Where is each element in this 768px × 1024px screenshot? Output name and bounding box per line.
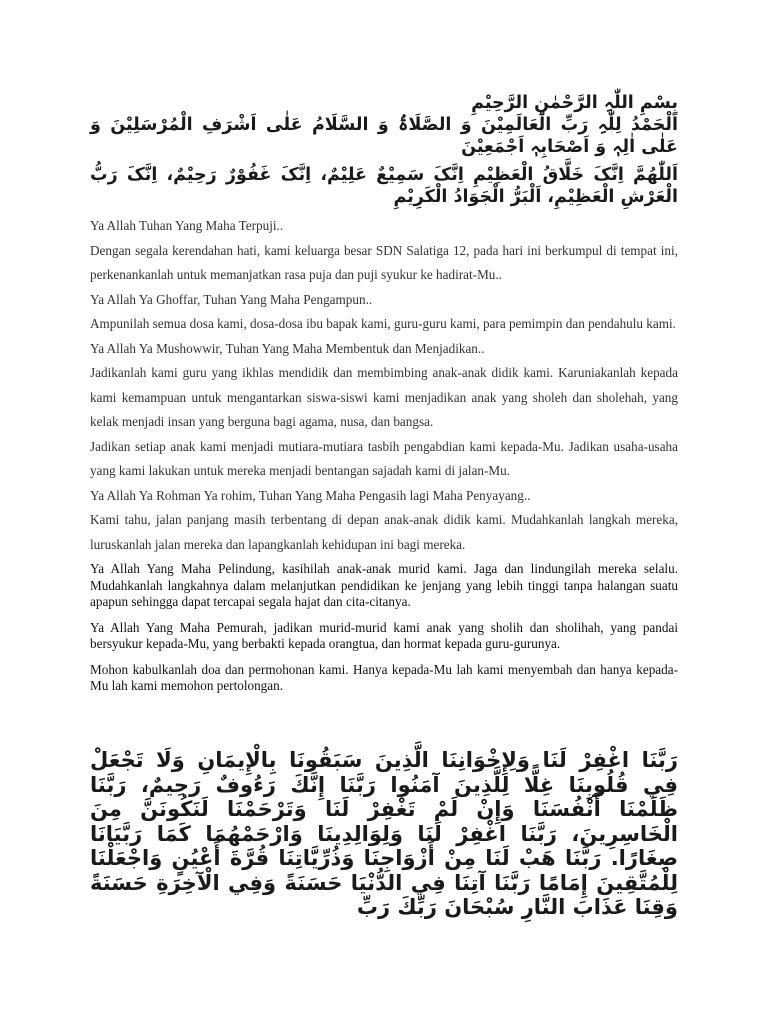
paragraph: Ya Allah Tuhan Yang Maha Terpuji..: [90, 218, 284, 233]
paragraph: Dengan segala kerendahan hati, kami keluarga besar SDN Salatiga 12, pada hari ini berkumpul di tempat ini, perkenankanlah untuk memanjatkan rasa puja dan puji syukur ke hadirat-Mu..: [90, 242, 678, 282]
paragraph: Ya Allah Yang Maha Pemurah, jadikan murid-murid kami anak yang sholih dan sholihah, yang pandai bersyukur kepada-Mu, yang berbakti kepada orangtua, dan hormat kepada guru-gurunya.: [90, 619, 678, 651]
paragraph: Mohon kabulkanlah doa dan permohonan kami. Hanya kepada-Mu lah kami menyembah dan hanya kepada-Mu lah kami memohon pertolongan.: [90, 661, 678, 693]
paragraph: Ya Allah Ya Ghoffar, Tuhan Yang Maha Pengampun..: [90, 291, 373, 307]
paragraph: Jadikanlah kami guru yang ikhlas mendidik dan membimbing anak-anak didik kami. Karuniakanlah kepada kami kemampuan untuk mengantarkan siswa-siswi kami menjadikan anak yang sholeh dan sholehah, yang kelak menjadi insan yang berguna bagi agama, nusa, dan bangsa.: [90, 365, 678, 429]
paragraph: Kami tahu, jalan panjang masih terbentang di depan anak-anak didik kami. Mudahkanlah langkah mereka, luruskanlah jalan mereka dan lapangkanlah kehidupan ini bagi mereka.: [90, 512, 678, 552]
arabic-opening: [90, 92, 678, 208]
basmalah: بِسْمِ اللّٰہِ الرَّحْمٰنِ الرَّحِیْمِ: [471, 93, 678, 113]
opening-invocation: اَللّٰھُمَّ اِنَّکَ خَلَّاقُ الْعَظِیْمِ اِنَّکَ سَمِیْعٌ عَلِیْمٌ، اِنَّکَ غَفُوْرٌ رَحِیْمٌ، اِنَّکَ رَبُّ الْعَرْشِ الْعَظِیْمِ، اَلْبَرُّ الْجَوَادُ الْکَرِیْمِ: [90, 165, 678, 207]
paragraph: Ya Allah Ya Mushowwir, Tuhan Yang Maha Membentuk dan Menjadikan..: [90, 340, 485, 356]
hamdalah-salawat: اَلْحَمْدُ لِلّٰہِ رَبِّ الْعَالَمِیْنَ وَ الصَّلَاۃُ وَ السَّلَامُ عَلٰی اَشْرَفِ الْمُرْسَلِیْنَ وَ عَلٰی اٰلِہٖ وَ اَصْحَابِہٖ اَجْمَعِیْنَ: [90, 115, 678, 157]
paragraph: Ya Allah Yang Maha Pelindung, kasihilah anak-anak murid kami. Jaga dan lindungilah mereka selalu. Mudahkanlah langkahnya dalam melanjutkan pendidikan ke jenjang yang lebih tinggi tanpa halangan suatu apapun sehingga dapat tercapai segala hajat dan cita-citanya.: [90, 561, 678, 609]
paragraph: Ya Allah Ya Rohman Ya rohim, Tuhan Yang Maha Pengasih lagi Maha Penyayang..: [90, 487, 531, 503]
paragraph: Ampunilah semua dosa kami, dosa-dosa ibu bapak kami, guru-guru kami, para pemimpin dan pendahulu kami.: [90, 316, 676, 331]
prayer-body: [90, 214, 678, 695]
paragraph: Jadikan setiap anak kami menjadi mutiara-mutiara tasbih pengabdian kami kepada-Mu. Jadikan usaha-usaha yang kami lakukan untuk mereka menjadi bentangan sajadah kami di jalan-Mu.: [90, 438, 678, 478]
closing-quranic-prayer: رَبَّنَا اغْفِرْ لَنَا وَلِإِخْوَانِنَا الَّذِينَ سَبَقُونَا بِالْإِيمَانِ وَلَا تَجْعَلْ فِي قُلُوبِنَا غِلًّا لِلَّذِينَ آمَنُوا رَبَّنَا إِنَّكَ رَءُوفٌ رَحِيمٌ، رَبَّنَا ظَلَمْنَا أَنْفُسَنَا وَإِنْ لَمْ تَغْفِرْ لَنَا وَتَرْحَمْنَا لَنَكُونَنَّ مِنَ الْخَاسِرِينَ، رَبَّنَا اغْفِرْ لَنَا وَلِوَالِدِينَا وَارْحَمْهُمَا كَمَا رَبَّيَانَا صِغَارًا. رَبَّنَا هَبْ لَنَا مِنْ أَزْوَاجِنَا وَذُرِّيَّاتِنَا قُرَّةَ أَعْيُنٍ وَاجْعَلْنَا لِلْمُتَّقِينَ إِمَامًا رَبَّنَا آتِنَا فِي الدُّنْيَا حَسَنَةً وَفِي الْآخِرَةِ حَسَنَةً وَقِنَا عَذَابَ النَّارِ سُبْحَانَ رَبِّكَ رَبِّ: [90, 748, 678, 919]
